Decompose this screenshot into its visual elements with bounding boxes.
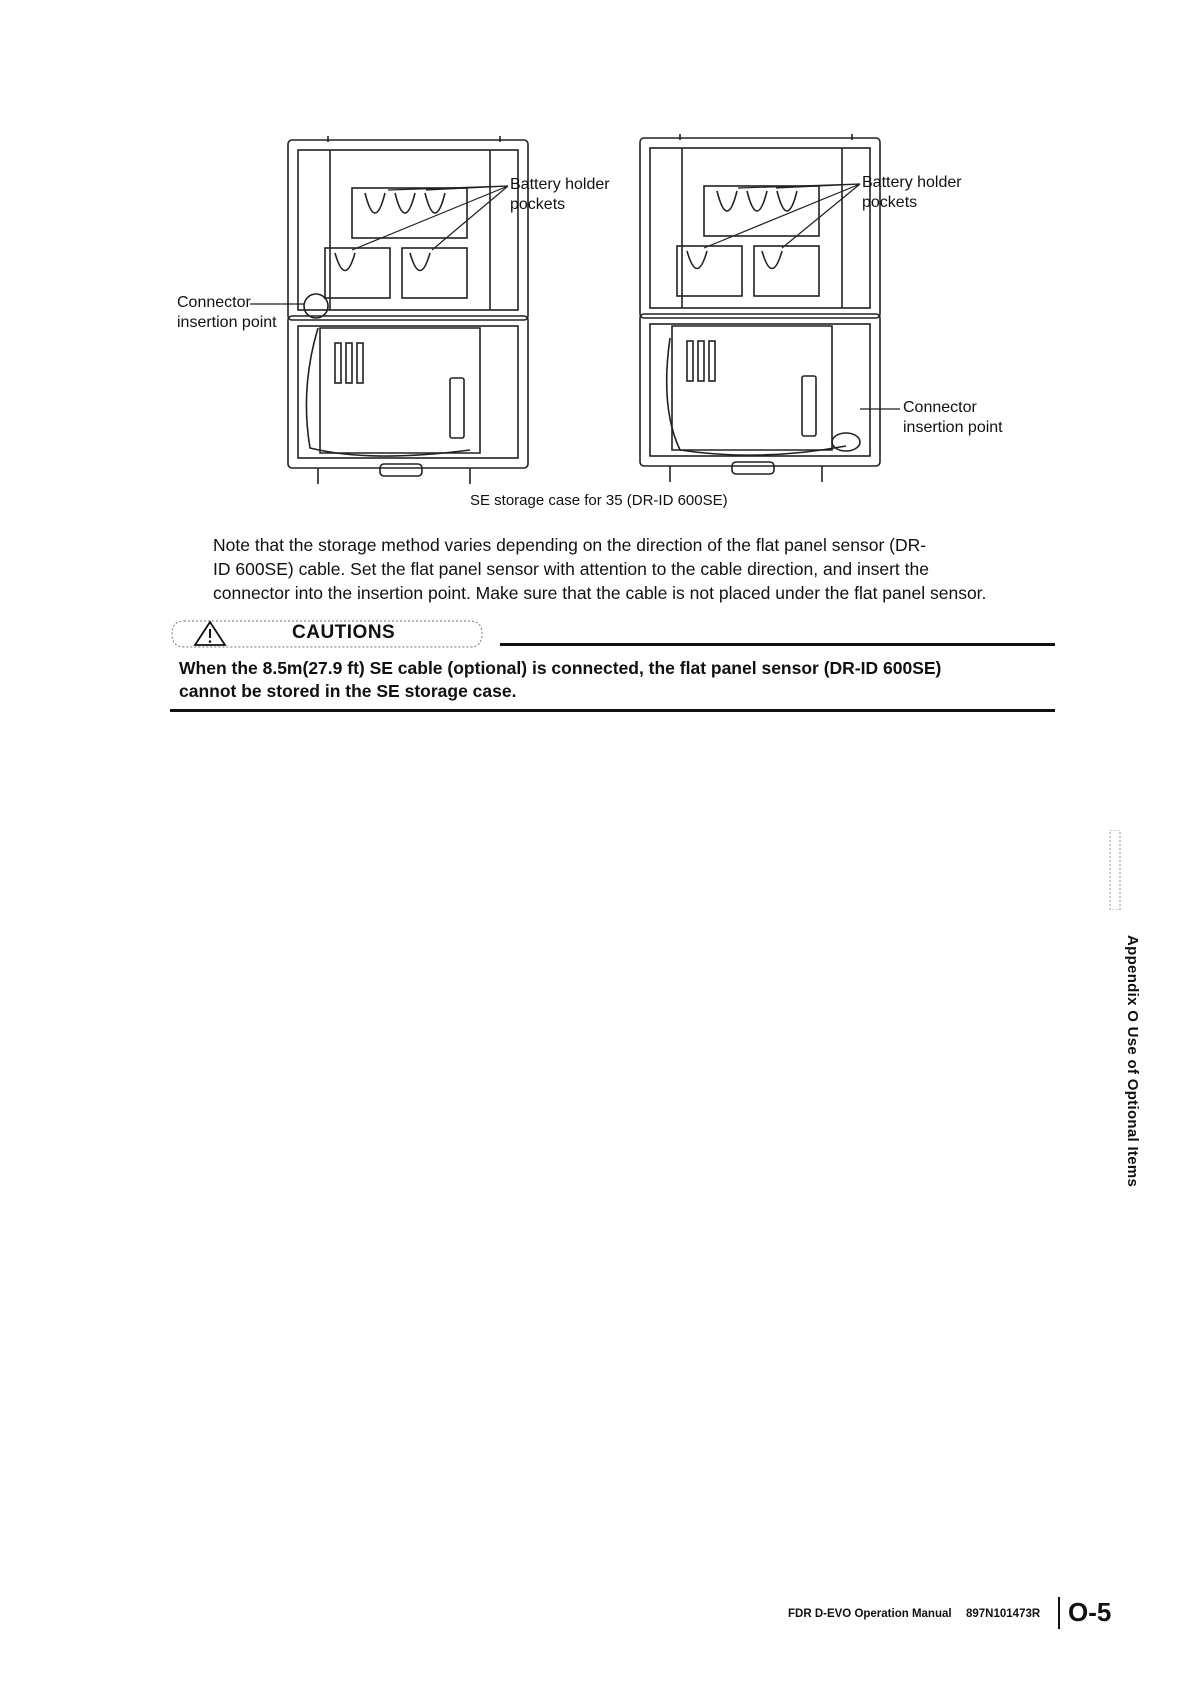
caution-heading: CAUTIONS bbox=[292, 622, 396, 643]
note-paragraph bbox=[213, 533, 1073, 605]
figure-caption: SE storage case for 35 (DR-ID 600SE) bbox=[470, 492, 728, 509]
left-battery-holder-label: Battery holder pockets bbox=[510, 176, 610, 213]
caution-line: cannot be stored in the SE storage case. bbox=[179, 681, 517, 701]
footer-separator bbox=[1058, 1597, 1060, 1629]
right-storage-case bbox=[640, 134, 880, 482]
footer-manual-title: FDR D-EVO Operation Manual bbox=[788, 1608, 952, 1620]
right-battery-holder-label: Battery holder pockets bbox=[862, 174, 962, 211]
note-line: Note that the storage method varies depending on the direction of the flat panel sensor (DR- bbox=[213, 535, 927, 555]
footer-document-code: 897N101473R bbox=[966, 1608, 1041, 1620]
warning-triangle-icon bbox=[195, 622, 225, 645]
caution-text bbox=[179, 657, 1059, 703]
caution-divider-bottom bbox=[170, 709, 1055, 712]
note-line: ID 600SE) cable. Set the flat panel sensor with attention to the cable direction, and insert the bbox=[213, 559, 929, 579]
side-tab-label: Appendix O Use of Optional Items bbox=[1124, 935, 1141, 1188]
left-storage-case bbox=[288, 136, 528, 484]
page-number: O-5 bbox=[1068, 1597, 1112, 1627]
caution-line: When the 8.5m(27.9 ft) SE cable (optional) is connected, the flat panel sensor (DR-ID 600SE) bbox=[179, 658, 942, 678]
side-tab-marker bbox=[1106, 830, 1126, 910]
note-line: connector into the insertion point. Make sure that the cable is not placed under the flat panel sensor. bbox=[213, 583, 987, 603]
left-connector-label: Connector insertion point bbox=[177, 294, 277, 331]
caution-divider-top bbox=[500, 643, 1055, 646]
right-connector-label: Connector insertion point bbox=[903, 399, 1003, 436]
